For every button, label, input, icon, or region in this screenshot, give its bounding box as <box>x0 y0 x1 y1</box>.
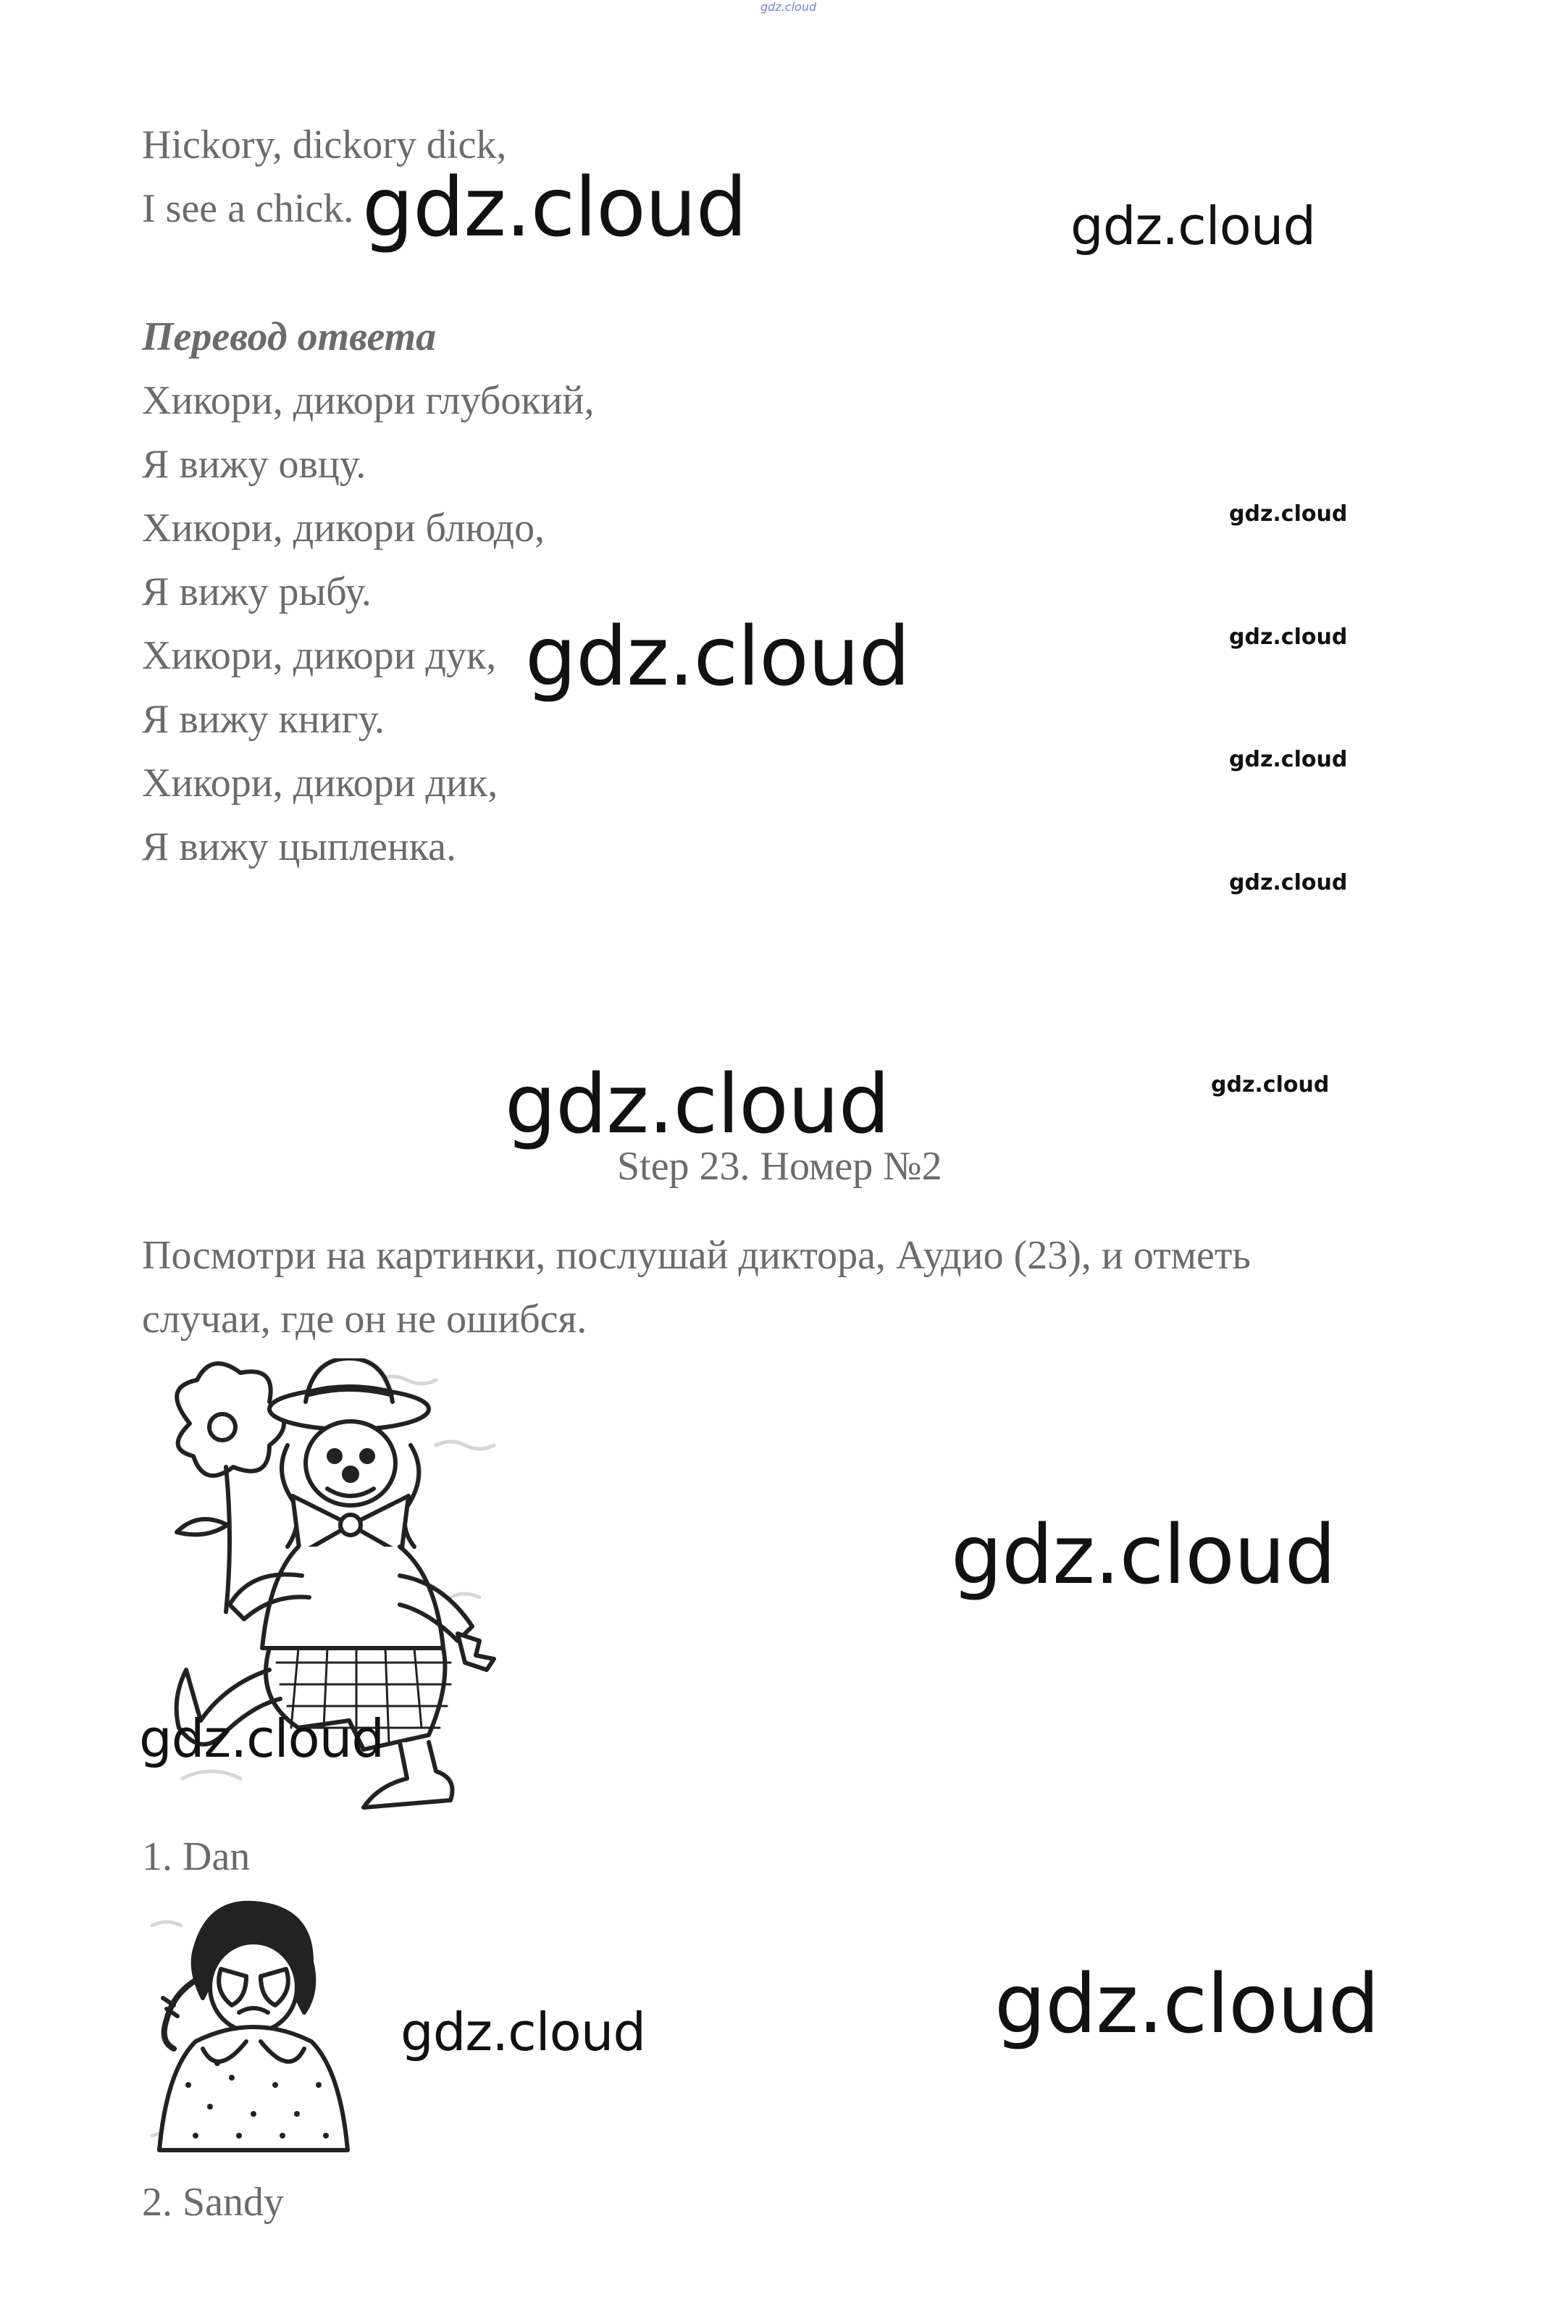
translation-heading: Перевод ответа <box>142 314 437 359</box>
watermark: gdz.cloud <box>1229 624 1348 650</box>
watermark: gdz.cloud <box>1070 196 1316 256</box>
watermark: gdz.cloud <box>1229 747 1348 772</box>
watermark: gdz.cloud <box>525 610 910 704</box>
translation-line-3: Хикори, дикори блюдо, <box>142 506 545 551</box>
translation-line-8: Я вижу цыпленка. <box>142 824 456 869</box>
top-watermark: gdz.cloud <box>760 0 817 14</box>
translation-line-1: Хикори, дикори глубокий, <box>142 378 595 423</box>
caption-sandy: 2. Sandy <box>142 2180 284 2225</box>
watermark: gdz.cloud <box>951 1508 1336 1602</box>
caption-dan: 1. Dan <box>142 1834 251 1879</box>
task-line-2: случаи, где он не ошибся. <box>142 1297 587 1342</box>
translation-line-2: Я вижу овцу. <box>142 442 366 487</box>
poem-line-1: Hickory, dickory dick, <box>142 122 507 167</box>
watermark: gdz.cloud <box>994 1957 1379 2052</box>
watermark: gdz.cloud <box>362 161 747 255</box>
section-title: Step 23. Номер №2 <box>617 1144 942 1189</box>
translation-line-5: Хикори, дикори дук, <box>142 633 497 678</box>
task-line-1: Посмотри на картинки, послушай диктора, Аудио (23), и отметь <box>142 1233 1251 1278</box>
watermark: gdz.cloud <box>1211 1072 1330 1098</box>
translation-line-4: Я вижу рыбу. <box>142 569 372 614</box>
translation-line-6: Я вижу книгу. <box>142 697 385 742</box>
watermark: gdz.cloud <box>1229 501 1348 527</box>
watermark: gdz.cloud <box>505 1058 889 1152</box>
poem-line-2: I see a chick. <box>142 186 354 231</box>
watermark: gdz.cloud <box>401 2002 646 2062</box>
watermark: gdz.cloud <box>1229 870 1348 895</box>
translation-line-7: Хикори, дикори дик, <box>142 761 498 806</box>
watermark: gdz.cloud <box>139 1708 385 1769</box>
crying-girl-illustration <box>145 1897 377 2165</box>
